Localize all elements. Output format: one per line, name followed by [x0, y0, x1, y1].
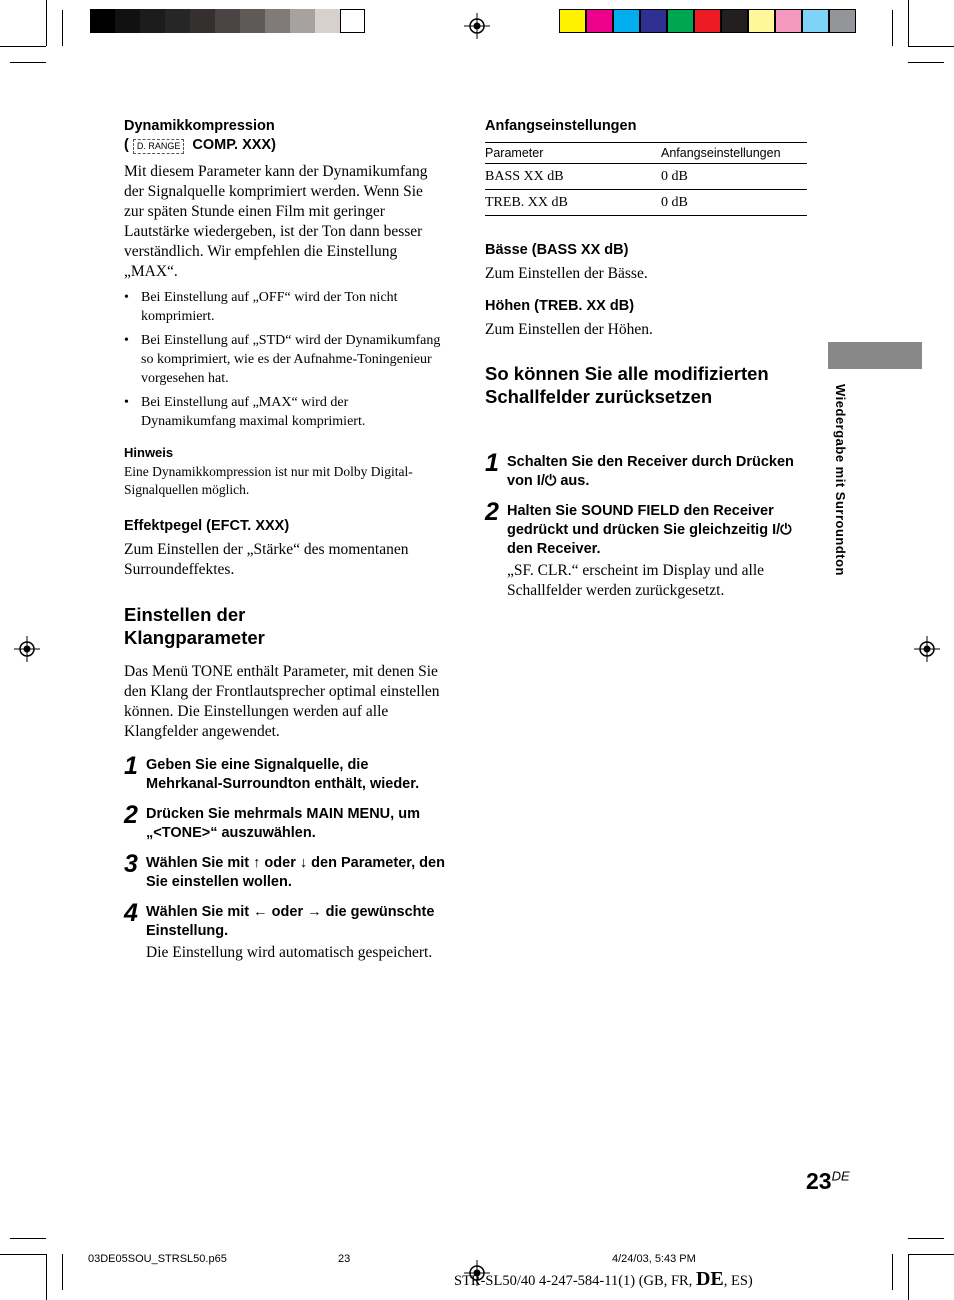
table-header: Parameter [485, 146, 544, 160]
page-number: 23DE [806, 1168, 850, 1194]
gray-swatch [340, 9, 365, 33]
bass-heading: Bässe (BASS XX dB) [485, 242, 629, 258]
color-swatch [721, 9, 748, 33]
step-text: Drücken Sie mehrmals MAIN MENU, um „<TONE>“ auszuwählen. [146, 806, 420, 841]
gray-swatch [140, 9, 165, 33]
reset-step-2 [485, 498, 805, 601]
crop-mark [62, 1254, 63, 1290]
crop-mark [46, 0, 47, 46]
crop-mark [908, 46, 954, 47]
color-swatch [694, 9, 721, 33]
compression-bullet-list [124, 288, 442, 436]
step-1 [124, 752, 448, 794]
note-heading: Hinweis [124, 445, 174, 460]
gray-swatch [165, 9, 190, 33]
crop-mark [892, 1254, 893, 1290]
step-text: Schalten Sie den Receiver durch Drücken von I/⏻ aus. [507, 454, 794, 489]
crop-mark [10, 1238, 46, 1239]
crop-mark [908, 0, 909, 46]
step-subtext: „SF. CLR.“ erscheint im Display und alle Schallfelder werden zurückgesetzt. [507, 562, 765, 599]
color-swatch [586, 9, 613, 33]
step-number: 2 [124, 801, 138, 829]
initial-settings-heading: Anfangseinstellungen [485, 118, 637, 134]
color-swatch [613, 9, 640, 33]
bass-text: Zum Einstellen der Bässe. [485, 265, 648, 282]
color-swatch [559, 9, 586, 33]
step-number: 1 [124, 752, 138, 780]
registration-mark-icon [464, 13, 490, 39]
step-number: 3 [124, 850, 138, 878]
sound-parameters-heading: Einstellen der Klangparameter [124, 604, 265, 648]
crop-mark [892, 10, 893, 46]
d-range-badge: D. RANGE [133, 139, 185, 154]
step-number: 2 [485, 498, 499, 526]
color-swatch [802, 9, 829, 33]
step-text: Wählen Sie mit ↑ oder ↓ den Parameter, den Sie einstellen wollen. [146, 855, 445, 890]
step-3 [124, 850, 448, 892]
step-text: Halten Sie SOUND FIELD den Receiver gedrückt und drücken Sie gleichzeitig I/⏻ den Receiver. [507, 503, 792, 557]
footer-filename: 03DE05SOU_STRSL50.p65 [88, 1253, 227, 1265]
step-subtext: Die Einstellung wird automatisch gespeichert. [146, 944, 433, 961]
gray-swatch [115, 9, 140, 33]
reset-step-1 [485, 449, 805, 491]
step-4 [124, 899, 448, 963]
step-number: 4 [124, 899, 138, 927]
gray-swatch [190, 9, 215, 33]
crop-mark [0, 46, 46, 47]
crop-mark [908, 1238, 944, 1239]
list-item: • Bei Einstellung auf „STD“ wird der Dynamikumfang so komprimiert, wie es der Aufnahme-Toningenieur vorgesehen hat. [124, 331, 442, 388]
gray-swatch [90, 9, 115, 33]
sound-parameters-text: Das Menü TONE enthält Parameter, mit denen Sie den Klang der Frontlautsprecher optimal einstellen können. Die Einstellungen werden auf alle Klangfelder angewendet. [124, 663, 440, 740]
effect-level-heading: Effektpegel (EFCT. XXX) [124, 518, 290, 534]
effect-level-text: Zum Einstellen der „Stärke“ des momentanen Surroundeffektes. [124, 541, 409, 578]
gray-swatch [265, 9, 290, 33]
crop-mark [10, 62, 46, 63]
crop-mark [908, 1254, 909, 1300]
gray-swatch [240, 9, 265, 33]
treble-heading: Höhen (TREB. XX dB) [485, 298, 635, 314]
dynamic-compression-text: Mit diesem Parameter kann der Dynamikumfang der Signalquelle komprimiert werden. Wenn Sie zur späten Stunde einen Film mit geringer Lautstärke wiedergeben, ist der Ton dann besser verständlich. Wir empfehlen die Einstellung „MAX“. [124, 163, 428, 280]
list-item: • Bei Einstellung auf „OFF“ wird der Ton nicht komprimiert. [124, 288, 442, 326]
registration-mark-icon [14, 636, 40, 662]
color-swatch [667, 9, 694, 33]
footer-model: STR-SL50/40 4-247-584-11(1) (GB, FR, DE, ES) [454, 1268, 753, 1290]
section-tab-marker [828, 342, 922, 369]
color-swatch [640, 9, 667, 33]
crop-mark [908, 62, 944, 63]
crop-mark [908, 1254, 954, 1255]
step-number: 1 [485, 449, 499, 477]
initial-settings-table [485, 142, 807, 216]
gray-swatch [315, 9, 340, 33]
treble-text: Zum Einstellen der Höhen. [485, 321, 653, 338]
list-item: • Bei Einstellung auf „MAX“ wird der Dynamikumfang maximal komprimiert. [124, 393, 442, 431]
color-swatch [829, 9, 856, 33]
color-swatch [775, 9, 802, 33]
crop-mark [46, 1254, 47, 1300]
footer-datetime: 4/24/03, 5:43 PM [612, 1253, 696, 1265]
color-swatch [748, 9, 775, 33]
reset-heading: So können Sie alle modifizierten Schallfelder zurücksetzen [485, 363, 769, 407]
step-text: Wählen Sie mit ← oder → die gewünschte Einstellung. [146, 904, 435, 939]
registration-mark-icon [914, 636, 940, 662]
table-row: BASS XX dB 0 dB [485, 164, 807, 190]
crop-mark [0, 1254, 46, 1255]
crop-mark [62, 10, 63, 46]
gray-swatch [215, 9, 240, 33]
dynamic-compression-heading: Dynamikkompression ( D. RANGE COMP. XXX) [124, 118, 276, 153]
side-section-label: Wiedergabe mit Surroundton [833, 384, 848, 576]
table-row: TREB. XX dB 0 dB [485, 190, 807, 216]
table-header: Anfangseinstellungen [661, 146, 781, 160]
step-text: Geben Sie eine Signalquelle, die Mehrkanal-Surroundton enthält, wieder. [146, 757, 420, 792]
footer-page: 23 [338, 1253, 351, 1265]
step-2 [124, 801, 448, 843]
gray-swatch [290, 9, 315, 33]
note-text: Eine Dynamikkompression ist nur mit Dolby Digital-Signalquellen möglich. [124, 464, 413, 497]
